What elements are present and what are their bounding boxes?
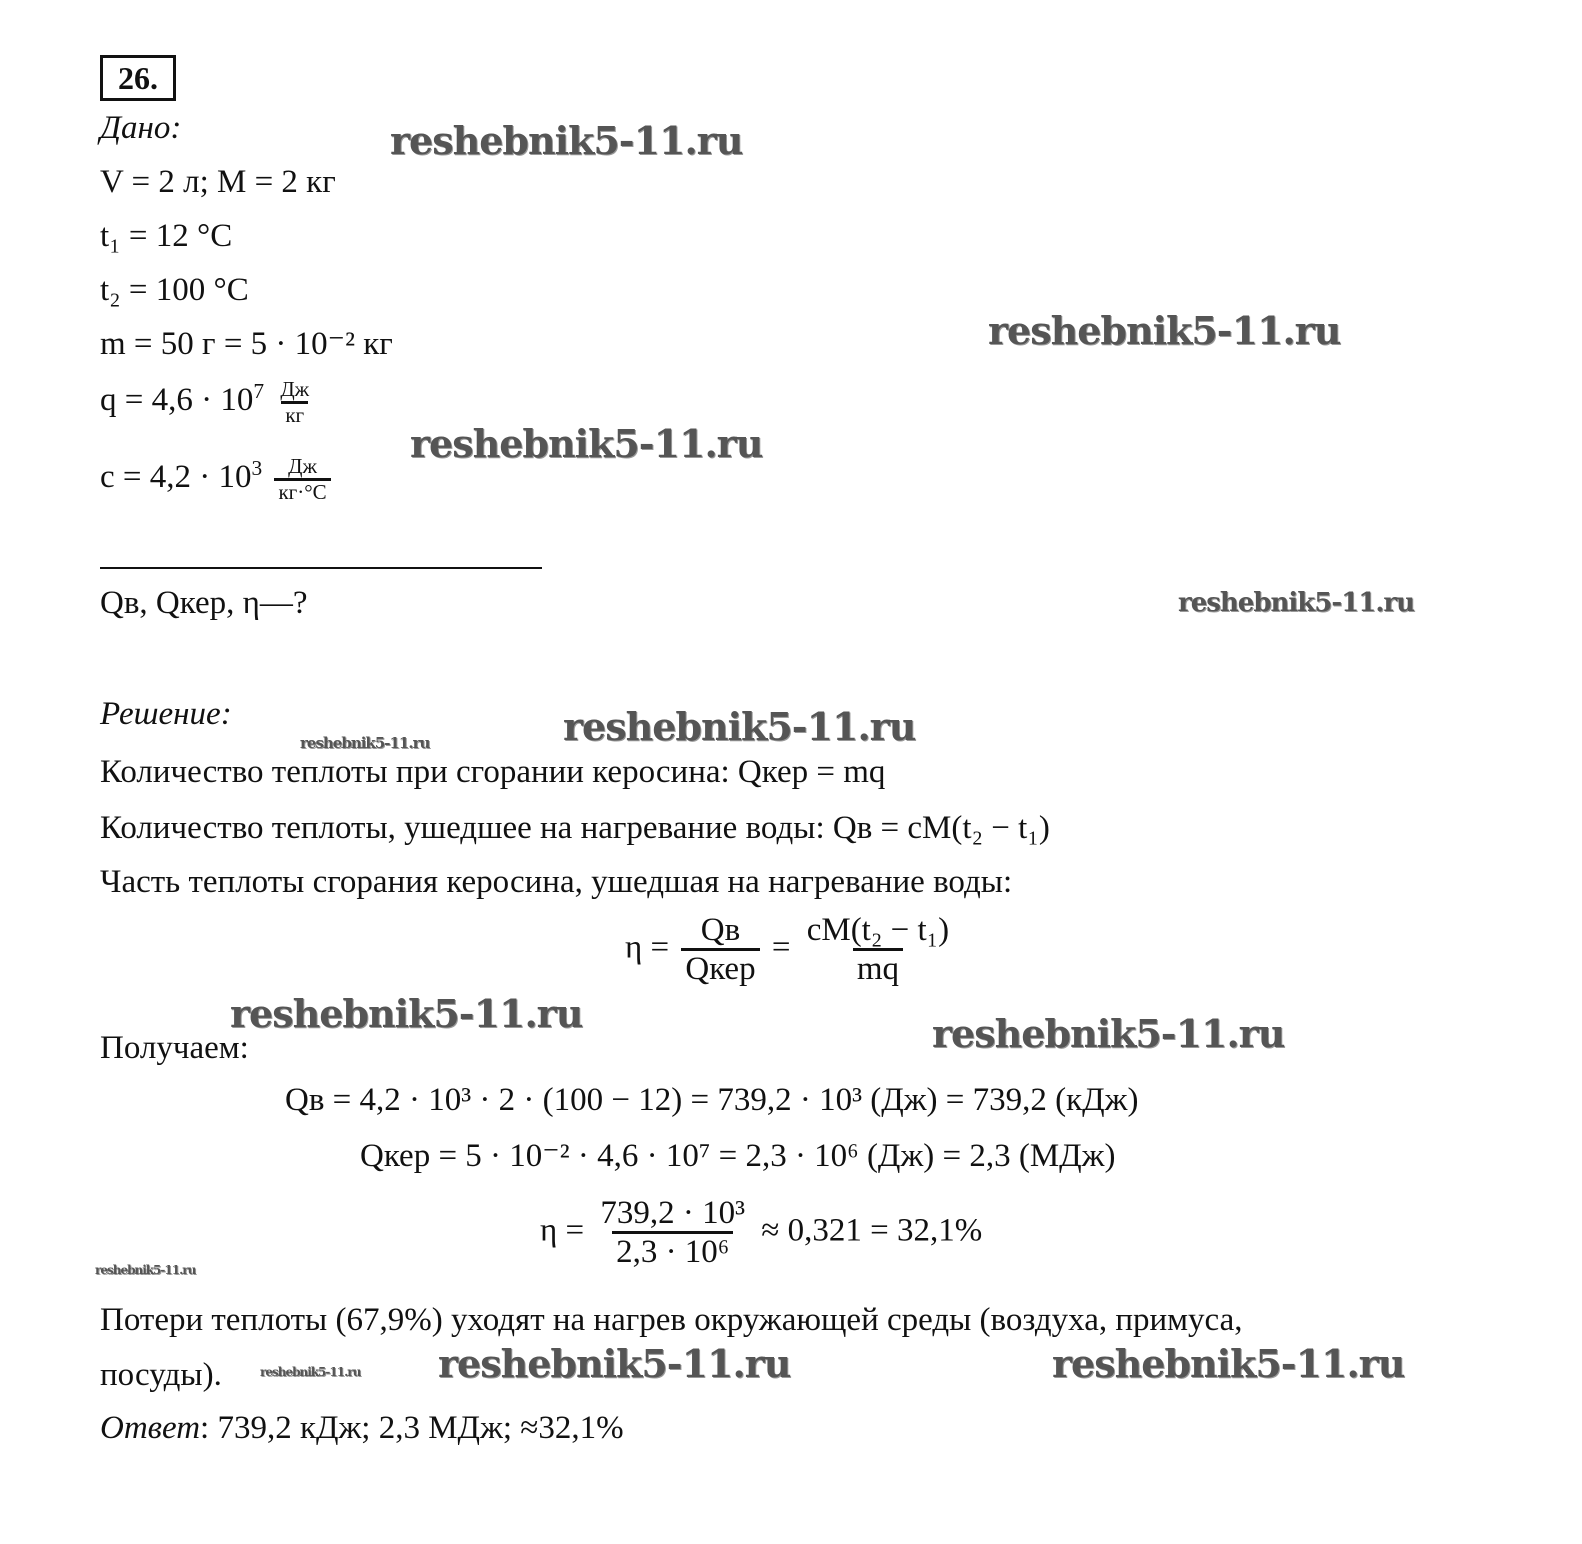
unit-fraction <box>274 455 330 504</box>
c-exponent: 3 <box>251 456 263 481</box>
eta-lhs: η = <box>540 1212 585 1249</box>
given-heading: Дано: <box>100 110 182 146</box>
eta-calc <box>540 1195 982 1271</box>
problem-number: 26. <box>100 55 176 101</box>
fraction <box>681 912 759 988</box>
fraction <box>596 1195 749 1271</box>
solution-line: Часть теплоты сгорания керосина, ушедшая на нагревание воды: <box>100 864 1013 900</box>
unit-numerator: Дж <box>288 454 317 478</box>
unit-numerator: Дж <box>280 377 310 401</box>
given-line: t₂ = 100 °C <box>100 272 249 308</box>
solution-line: Количество теплоты при сгорании керосина: Qкер = mq <box>100 754 886 790</box>
losses-line: посуды). <box>100 1357 222 1393</box>
equals: = <box>771 929 791 966</box>
unit-denominator: кг <box>281 401 308 427</box>
calc-qker: Qкер = 5 · 10⁻² · 4,6 · 10⁷ = 2,3 · 10⁶ (Дж) = 2,3 (МДж) <box>360 1138 1116 1174</box>
solution-line: Количество теплоты, ушедшее на нагревание воды: Qв = cM(t₂ − t₁) <box>100 810 1050 846</box>
find-line: Qв, Qкер, η—? <box>100 585 308 621</box>
given-line: t₁ = 12 °C <box>100 218 233 254</box>
denominator: 2,3 · 10⁶ <box>612 1231 733 1270</box>
q-value: q = 4,6 · 10 <box>100 382 254 419</box>
watermark: reshebnik5-11.ru <box>410 421 763 466</box>
given-c <box>100 455 335 504</box>
answer-label: Ответ <box>100 1410 201 1446</box>
solution-heading: Решение: <box>100 696 232 732</box>
answer-line <box>100 1410 624 1446</box>
watermark: reshebnik5-11.ru <box>1052 1341 1405 1386</box>
q-exponent: 7 <box>253 379 265 404</box>
watermark: reshebnik5-11.ru <box>300 734 430 752</box>
denominator: Qкер <box>681 948 759 987</box>
getting-label: Получаем: <box>100 1030 249 1066</box>
given-q <box>100 378 317 427</box>
numerator: Qв <box>700 912 741 948</box>
unit-denominator: кг·°C <box>274 478 330 504</box>
given-line: m = 50 г = 5 · 10⁻² кг <box>100 326 393 362</box>
unit-fraction <box>276 378 313 427</box>
losses-line: Потери теплоты (67,9%) уходят на нагрев окружающей среды (воздуха, примуса, <box>100 1302 1243 1338</box>
watermark: reshebnik5-11.ru <box>563 704 916 749</box>
numerator: cM(t₂ − t₁) <box>806 912 950 948</box>
given-line: V = 2 л; M = 2 кг <box>100 164 336 200</box>
watermark: reshebnik5-11.ru <box>1178 588 1415 618</box>
watermark: reshebnik5-11.ru <box>260 1365 361 1379</box>
c-value: c = 4,2 · 10 <box>100 459 252 496</box>
watermark: reshebnik5-11.ru <box>438 1341 791 1386</box>
calc-qv: Qв = 4,2 · 10³ · 2 · (100 − 12) = 739,2 · 10³ (Дж) = 739,2 (кДж) <box>285 1082 1139 1118</box>
watermark: reshebnik5-11.ru <box>988 308 1341 353</box>
watermark: reshebnik5-11.ru <box>95 1263 196 1277</box>
divider <box>100 567 542 569</box>
eta-result: ≈ 0,321 = 32,1% <box>761 1212 983 1249</box>
watermark: reshebnik5-11.ru <box>390 118 743 163</box>
watermark: reshebnik5-11.ru <box>230 991 583 1036</box>
watermark: reshebnik5-11.ru <box>932 1011 1285 1056</box>
numerator: 739,2 · 10³ <box>600 1195 746 1231</box>
eta-lhs: η = <box>625 929 670 966</box>
fraction <box>803 912 953 988</box>
eta-formula <box>625 912 957 988</box>
denominator: mq <box>853 948 903 987</box>
answer-value: : 739,2 кДж; 2,3 МДж; ≈32,1% <box>200 1410 624 1446</box>
